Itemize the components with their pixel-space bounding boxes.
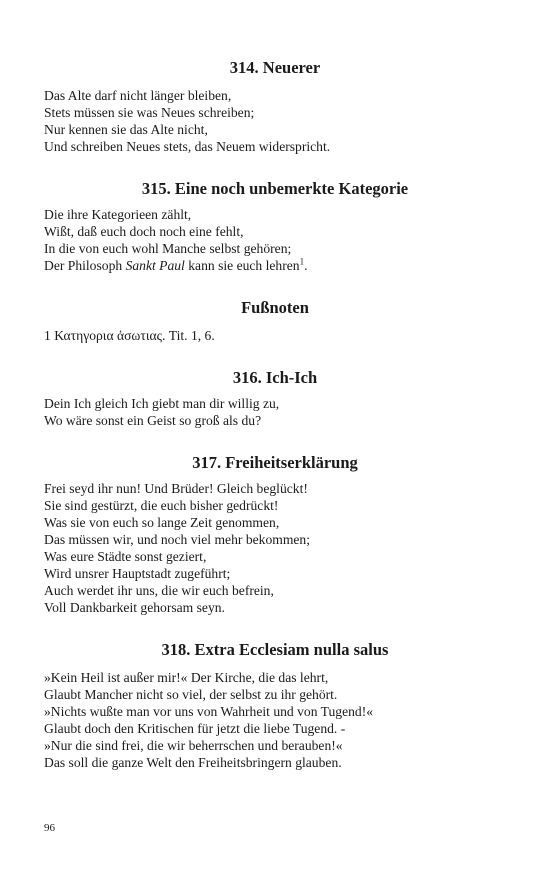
- page-content: [44, 0, 506, 771]
- poem-line: »Nichts wußte man vor uns von Wahrheit und von Tugend!«: [44, 704, 374, 719]
- section-314-title: 314. Neuerer: [229, 58, 321, 77]
- poem-line: Das soll die ganze Welt den Freiheitsbringern glauben.: [44, 755, 342, 770]
- poem-line: Voll Dankbarkeit gehorsam seyn.: [44, 600, 225, 615]
- poem-line-start: Der Philosoph: [44, 258, 126, 273]
- poem-line: Was eure Städte sonst geziert,: [44, 549, 207, 564]
- italic-name: Sankt Paul: [125, 258, 185, 273]
- poem-line: Wißt, daß euch doch noch eine fehlt,: [44, 224, 244, 239]
- section-318-poem: [44, 669, 506, 771]
- section-317-title: 317. Freiheitserklärung: [192, 453, 358, 472]
- poem-line: [44, 257, 506, 274]
- poem-line: Was sie von euch so lange Zeit genommen,: [44, 515, 280, 530]
- section-317-poem: [44, 480, 506, 616]
- poem-line: Wird unsrer Hauptstadt zugeführt;: [44, 566, 231, 581]
- poem-line: Und schreiben Neues stets, das Neuem widerspricht.: [44, 139, 331, 154]
- footnotes-list: [44, 327, 506, 344]
- section-316-title: 316. Ich-Ich: [232, 368, 318, 387]
- section-315-poem: [44, 206, 506, 274]
- poem-line: Nur kennen sie das Alte nicht,: [44, 122, 208, 137]
- poem-line: In die von euch wohl Manche selbst gehören;: [44, 241, 292, 256]
- poem-line: Stets müssen sie was Neues schreiben;: [44, 105, 255, 120]
- poem-line: Auch werdet ihr uns, die wir euch befrein,: [44, 583, 274, 598]
- section-318-title: 318. Extra Ecclesiam nulla salus: [161, 640, 389, 659]
- poem-line: Dein Ich gleich Ich giebt man dir willig zu,: [44, 396, 280, 411]
- poem-line: Sie sind gestürzt, die euch bisher gedrückt!: [44, 498, 279, 513]
- section-316-poem: [44, 395, 506, 429]
- poem-line-end: .: [304, 258, 308, 273]
- poem-line-rest: kann sie euch lehren: [184, 258, 300, 273]
- poem-line: Wo wäre sonst ein Geist so groß als du?: [44, 413, 262, 428]
- page-number: 96: [44, 822, 55, 834]
- poem-line: Die ihre Kategorieen zählt,: [44, 207, 192, 222]
- footnotes-title: Fußnoten: [241, 298, 309, 317]
- section-315-title: 315. Eine noch unbemerkte Kategorie: [141, 179, 409, 198]
- poem-line: Das müssen wir, und noch viel mehr bekommen;: [44, 532, 310, 547]
- poem-line: »Nur die sind frei, die wir beherrschen und berauben!«: [44, 738, 343, 753]
- section-314-poem: [44, 87, 506, 155]
- footnote-reference[interactable]: 1: [299, 256, 305, 267]
- poem-line: »Kein Heil ist außer mir!« Der Kirche, die das lehrt,: [44, 670, 329, 685]
- poem-line: Frei seyd ihr nun! Und Brüder! Gleich beglückt!: [44, 481, 308, 496]
- poem-line: Glaubt doch den Kritischen für jetzt die liebe Tugend. -: [44, 721, 346, 736]
- footnote-item: 1 Κατηγορια ἀσωτιας. Tit. 1, 6.: [44, 328, 215, 343]
- poem-line: Das Alte darf nicht länger bleiben,: [44, 88, 232, 103]
- poem-line: Glaubt Mancher nicht so viel, der selbst zu ihr gehört.: [44, 687, 338, 702]
